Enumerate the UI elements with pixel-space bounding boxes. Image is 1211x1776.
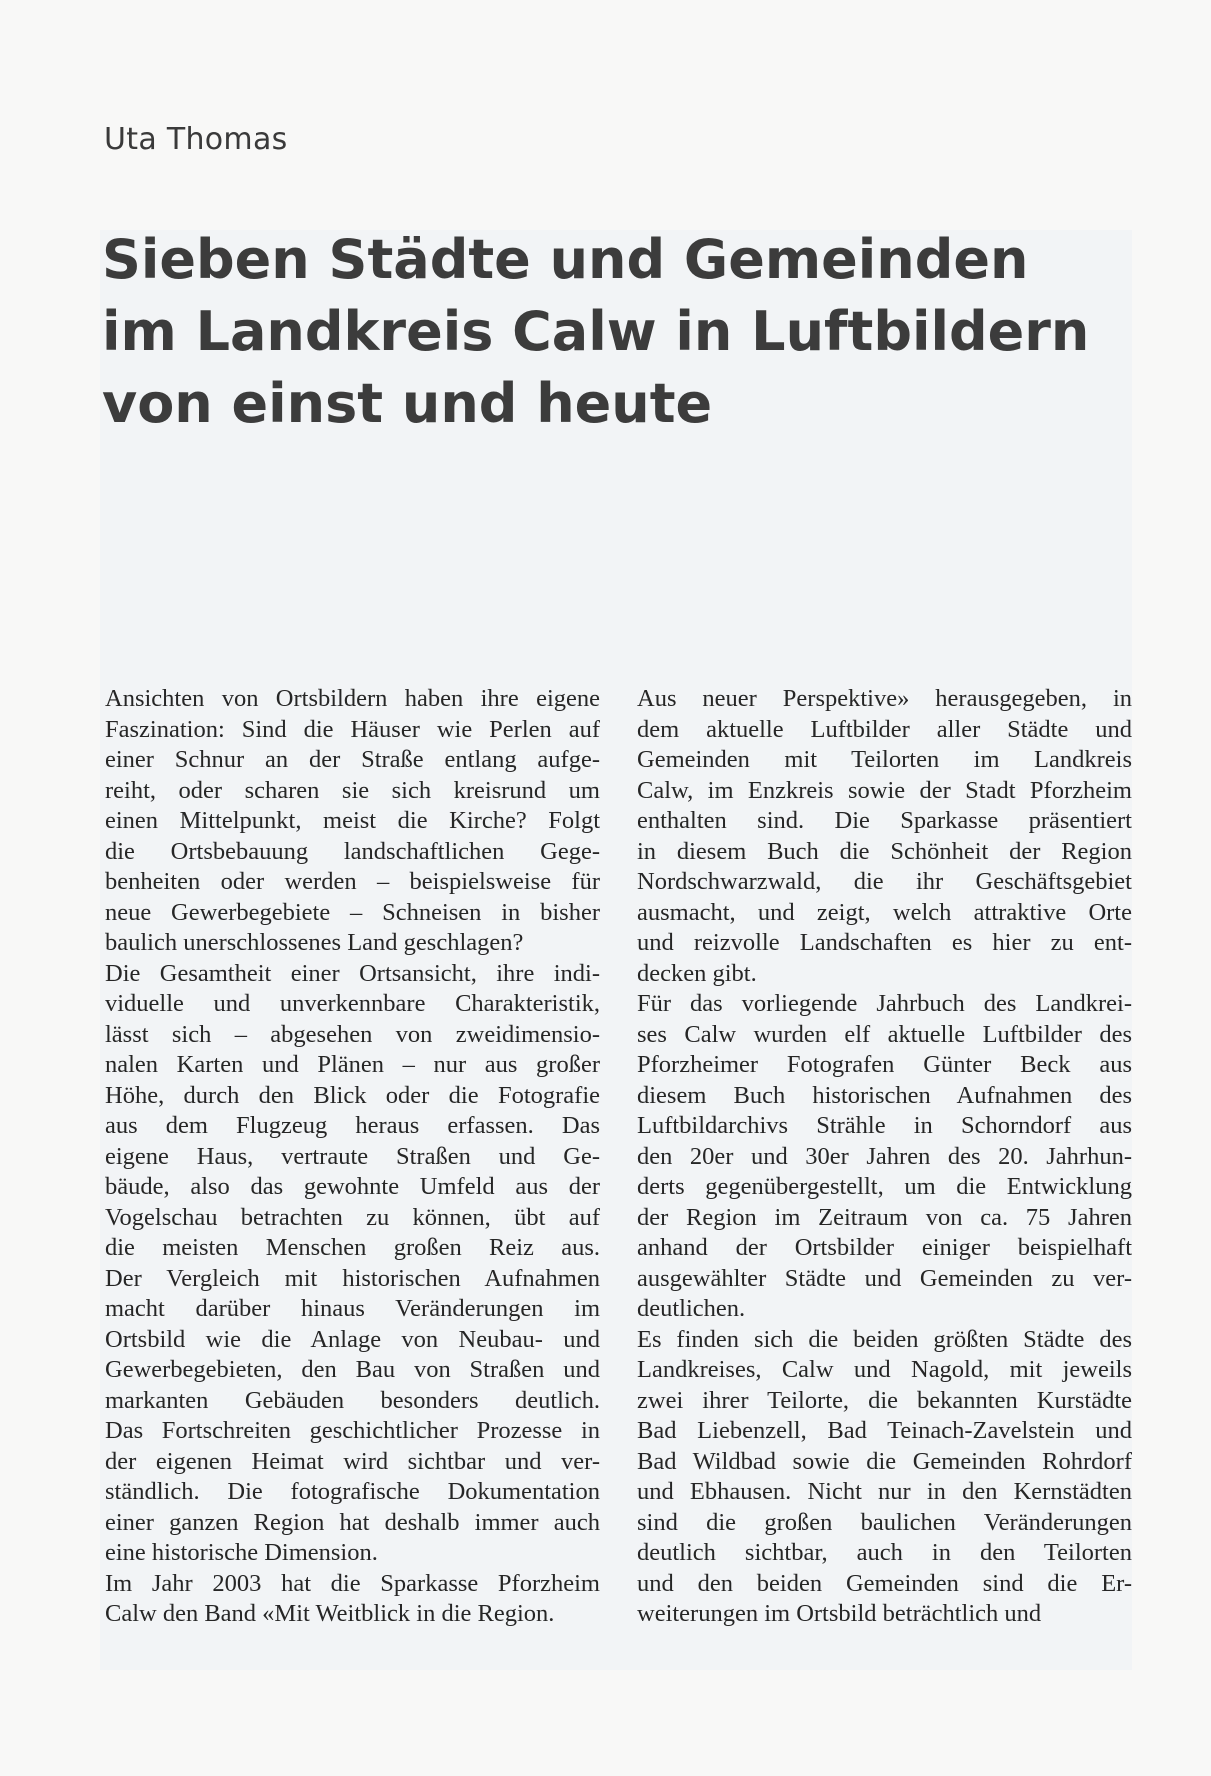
text-line: bäude, also das gewohnte Umfeld aus der — [105, 1173, 600, 1200]
text-line: dem aktuelle Luftbilder aller Städte und — [637, 715, 1132, 743]
text-line: weiterungen im Ortsbild beträchtlich und — [637, 1600, 1042, 1627]
right-text-column — [637, 684, 1132, 1630]
text-line: markanten Gebäuden besonders deutlich. — [105, 1386, 600, 1414]
text-line: Es finden sich die beiden größten Städte des — [637, 1325, 1132, 1353]
text-line: Der Vergleich mit historischen Aufnahmen — [105, 1264, 600, 1292]
text-line: diesem Buch historischen Aufnahmen des — [637, 1081, 1132, 1109]
text-line: Calw den Band «Mit Weitblick in die Region. — [105, 1600, 555, 1627]
text-line: einer Schnur an der Straße entlang aufge- — [105, 746, 600, 773]
text-line: die meisten Menschen großen Reiz aus. — [105, 1234, 600, 1261]
text-line: zwei ihrer Teilorte, die bekannten Kurstädte — [637, 1386, 1132, 1414]
text-line: neue Gewerbegebiete – Schneisen in bisher — [105, 898, 600, 926]
text-line: einer ganzen Region hat deshalb immer auch — [105, 1508, 600, 1536]
text-line: ausgewählter Städte und Gemeinden zu ver- — [637, 1264, 1132, 1292]
text-line: Bad Liebenzell, Bad Teinach-Zavelstein und — [637, 1417, 1132, 1444]
article-title — [102, 224, 1112, 440]
text-line: derts gegenübergestellt, um die Entwicklung — [637, 1173, 1132, 1200]
text-line: aus dem Flugzeug heraus erfassen. Das — [105, 1112, 600, 1139]
text-line: Luftbildarchivs Strähle in Schorndorf aus — [637, 1112, 1132, 1139]
text-line: ausmacht, und zeigt, welch attraktive Orte — [637, 898, 1132, 926]
text-line: und reizvolle Landschaften es hier zu ent- — [637, 929, 1132, 956]
text-line: anhand der Ortsbilder einiger beispielhaft — [637, 1234, 1132, 1261]
text-line: Landkreises, Calw und Nagold, mit jeweils — [637, 1356, 1132, 1383]
text-line: der Region im Zeitraum von ca. 75 Jahren — [637, 1203, 1132, 1231]
text-line: Pforzheimer Fotografen Günter Beck aus — [637, 1051, 1132, 1078]
text-line: Das Fortschreiten geschichtlicher Prozesse in — [105, 1417, 600, 1444]
text-line: sind die großen baulichen Veränderungen — [637, 1508, 1132, 1536]
left-text-column — [105, 684, 600, 1630]
text-line: und den beiden Gemeinden sind die Er- — [637, 1569, 1132, 1597]
text-line: Faszination: Sind die Häuser wie Perlen auf — [105, 715, 600, 743]
text-line: enthalten sind. Die Sparkasse präsentiert — [637, 807, 1132, 834]
text-line: deutlich sichtbar, auch in den Teilorten — [637, 1539, 1132, 1566]
text-line: einen Mittelpunkt, meist die Kirche? Folgt — [105, 807, 600, 834]
text-line: Für das vorliegende Jahrbuch des Landkrei- — [637, 990, 1132, 1017]
text-line: deutlichen. — [637, 1295, 746, 1322]
text-line: ständlich. Die fotografische Dokumentation — [105, 1478, 600, 1505]
text-line: nalen Karten und Plänen – nur aus großer — [105, 1051, 600, 1078]
text-line: viduelle und unverkennbare Charakteristik, — [105, 990, 600, 1017]
text-line: baulich unerschlossenes Land geschlagen? — [105, 929, 524, 956]
text-line: eine historische Dimension. — [105, 1539, 378, 1566]
text-line: Vogelschau betrachten zu können, übt auf — [105, 1203, 600, 1231]
text-line: Höhe, durch den Blick oder die Fotografie — [105, 1081, 600, 1109]
text-line: Gemeinden mit Teilorten im Landkreis — [637, 746, 1132, 773]
text-line: decken gibt. — [637, 959, 757, 987]
text-line: Bad Wildbad sowie die Gemeinden Rohrdorf — [637, 1447, 1132, 1475]
text-line: Gewerbegebieten, den Bau von Straßen und — [105, 1356, 600, 1383]
text-line: benheiten oder werden – beispielsweise für — [105, 868, 600, 895]
title-line: im Landkreis Calw in Luftbildern — [102, 300, 1090, 363]
text-line: in diesem Buch die Schönheit der Region — [637, 837, 1132, 865]
title-line: von einst und heute — [102, 372, 713, 435]
text-line: Aus neuer Perspektive» herausgegeben, in — [637, 685, 1132, 712]
text-line: Im Jahr 2003 hat die Sparkasse Pforzheim — [105, 1569, 600, 1597]
text-line: der eigenen Heimat wird sichtbar und ver- — [105, 1447, 600, 1475]
text-line: Nordschwarzwald, die ihr Geschäftsgebiet — [637, 868, 1132, 895]
text-line: Calw, im Enzkreis sowie der Stadt Pforzheim — [637, 776, 1132, 804]
text-line: macht darüber hinaus Veränderungen im — [105, 1295, 600, 1322]
text-line: eigene Haus, vertraute Straßen und Ge- — [105, 1142, 600, 1170]
title-line: Sieben Städte und Gemeinden — [102, 228, 1029, 291]
text-line: Ansichten von Ortsbildern haben ihre eigene — [105, 685, 600, 712]
text-line: lässt sich – abgesehen von zweidimensio- — [105, 1020, 600, 1048]
author-name: Uta Thomas — [104, 122, 288, 157]
text-line: Ortsbild wie die Anlage von Neubau- und — [105, 1325, 600, 1353]
text-line: Die Gesamtheit einer Ortsansicht, ihre indi- — [105, 959, 600, 987]
text-line: die Ortsbebauung landschaftlichen Gege- — [105, 837, 600, 865]
text-line: reiht, oder scharen sie sich kreisrund um — [105, 776, 600, 804]
text-line: ses Calw wurden elf aktuelle Luftbilder des — [637, 1020, 1132, 1048]
text-line: und Ebhausen. Nicht nur in den Kernstädten — [637, 1478, 1132, 1505]
text-line: den 20er und 30er Jahren des 20. Jahrhun- — [637, 1142, 1132, 1170]
